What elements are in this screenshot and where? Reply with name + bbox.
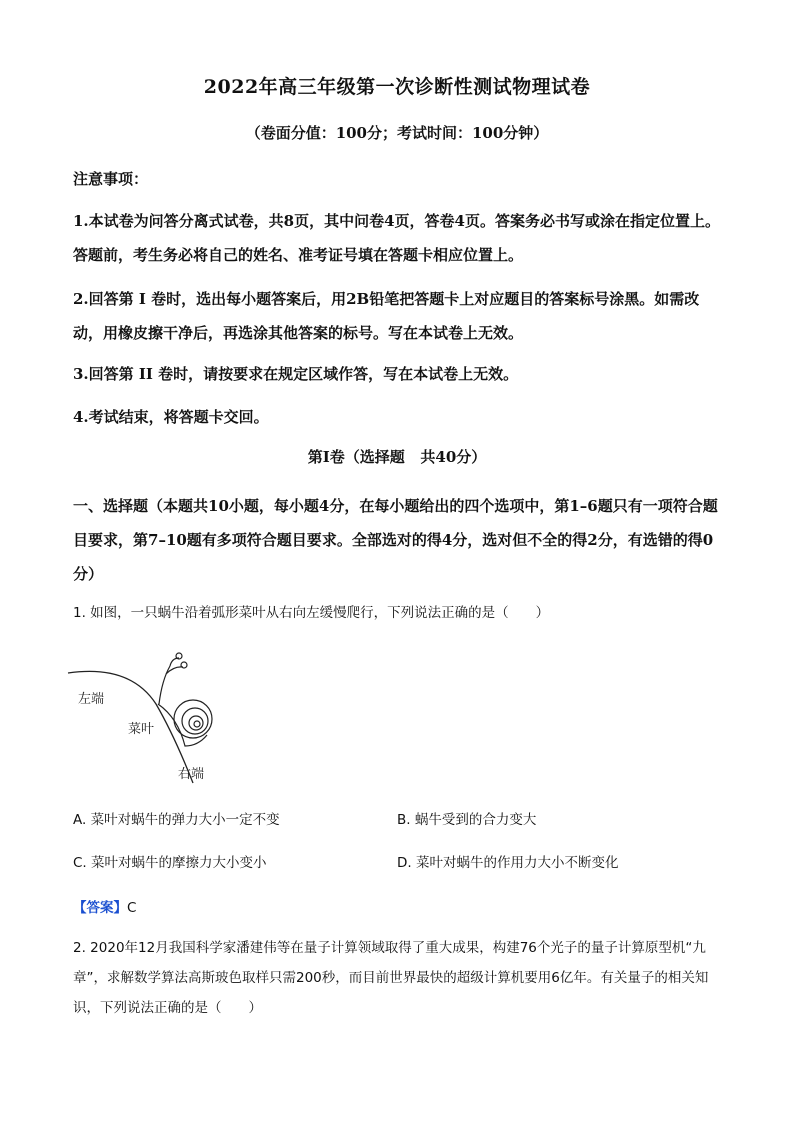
label-left-end: 左端 [78, 692, 105, 707]
answer-line [73, 896, 136, 916]
notice-item-1: 1.本试卷为问答分离式试卷，共8页，其中问卷4页，答卷4页。答案务必书写或涂在指定位置上。答题前，考生务必将自己的姓名、准考证号填在答题卡相应位置上。 [73, 212, 720, 264]
option-c: C. 菜叶对蜗牛的摩擦力大小变小 [73, 855, 267, 871]
snail-icon [158, 653, 212, 746]
option-a: A. 菜叶对蜗牛的弹力大小一定不变 [73, 812, 280, 828]
question-1-stem: 1. 如图，一只蜗牛沿着弧形菜叶从右向左缓慢爬行，下列说法正确的是（ ） [73, 605, 550, 621]
snail-leaf-figure [60, 640, 240, 790]
question-2-stem: 2. 2020年12月我国科学家潘建伟等在量子计算领域取得了重大成果，构建76个光子的量子计算原型机“九章”，求解数学算法高斯玻色取样只需200秒，而目前世界最快的超级计算机要用6亿年。有关量子的相关知识，下列说法正确的是（ ） [73, 940, 709, 1016]
notice-item-3: 3.回答第 II 卷时，请按要求在规定区域作答，写在本试卷上无效。 [73, 365, 519, 383]
option-b: B. 蜗牛受到的合力变大 [397, 812, 537, 828]
notice-item-4: 4.考试结束，将答题卡交回。 [73, 408, 269, 426]
section-instructions: 一、选择题（本题共10小题，每小题4分，在每小题给出的四个选项中，第1–6题只有一项符合题目要求，第7–10题有多项符合题目要求。全部选对的得4分，选对但不全的得2分，有选错的得0分） [73, 497, 718, 583]
option-d: D. 菜叶对蜗牛的作用力大小不断变化 [397, 855, 619, 871]
answer-tag: 【答案】 [73, 900, 127, 916]
page-subtitle: （卷面分值：100分；考试时间：100分钟） [245, 124, 549, 142]
label-leaf: 菜叶 [128, 722, 155, 737]
answer-value: C [127, 900, 137, 916]
page-title: 2022年高三年级第一次诊断性测试物理试卷 [203, 76, 591, 98]
notice-item-2: 2.回答第 I 卷时，选出每小题答案后，用2B铅笔把答题卡上对应题目的答案标号涂黑。如需改动，用橡皮擦干净后，再选涂其他答案的标号。写在本试卷上无效。 [73, 290, 700, 342]
label-right-end: 右端 [178, 767, 205, 782]
notice-heading: 注意事项： [73, 170, 149, 188]
section-title: 第Ⅰ卷（选择题 共40分） [307, 448, 487, 466]
